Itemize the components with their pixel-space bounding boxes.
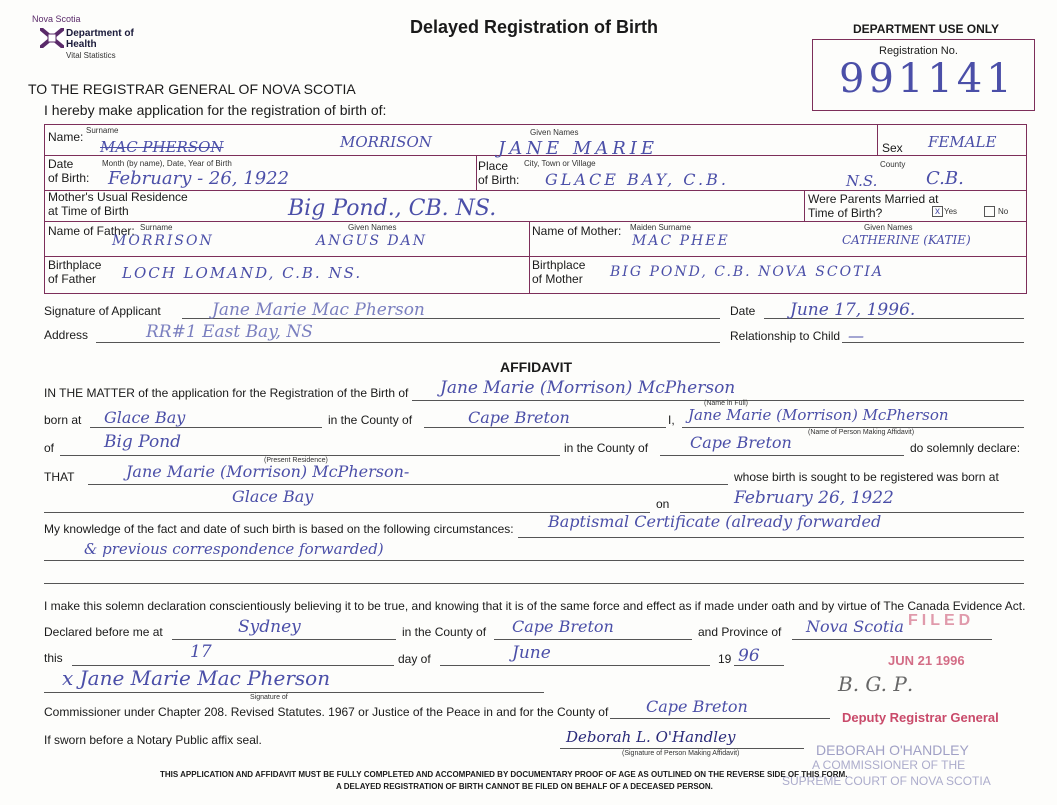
registration-no-label: Registration No.: [879, 45, 958, 57]
province-label: Nova Scotia: [32, 14, 81, 24]
knowledge-value-1: Baptismal Certificate (already forwarded: [548, 512, 882, 531]
deputy-registrar-stamp: Deputy Registrar General: [842, 710, 999, 725]
no-checkbox[interactable]: [984, 206, 995, 217]
bp-mother-label-2: of Mother: [532, 272, 583, 286]
i-label: I,: [668, 413, 675, 427]
father-given-label: Given Names: [348, 223, 397, 232]
mother-maiden-label: Maiden Surname: [630, 223, 691, 232]
parents-married-label-2: Time of Birth?: [808, 206, 883, 220]
year-value: 96: [738, 646, 760, 666]
affidavit-county-value: Cape Breton: [468, 408, 570, 427]
father-given-value: ANGUS DAN: [316, 233, 427, 249]
province-value: Nova Scotia: [806, 617, 904, 636]
this-label: this: [44, 651, 63, 665]
dept-line1: Department of: [66, 28, 134, 39]
knowledge-value-2: & previous correspondence forwarded): [84, 540, 384, 558]
footer-line-1: THIS APPLICATION AND AFFIDAVIT MUST BE FULLY COMPLETED AND ACCOMPANIED BY DOCUMENTARY PROOF OF AGE AS OUTLINED ON THE REVERSE SIDE OF THIS FORM.: [160, 770, 848, 779]
dept-line2: Health: [66, 39, 97, 50]
notary-text: If sworn before a Notary Public affix seal.: [44, 733, 262, 747]
applicant-signature-label: Signature of Applicant: [44, 304, 161, 318]
no-label: No: [998, 207, 1009, 216]
commissioner-stamp-2: A COMMISSIONER OF THE: [812, 758, 966, 772]
mother-given-value: CATHERINE (KATIE): [842, 233, 971, 247]
that-label: THAT: [44, 470, 75, 484]
bp-father-label-1: Birthplace: [48, 258, 102, 272]
dept-use-heading: DEPARTMENT USE ONLY: [853, 22, 1000, 36]
whose-birth-label: whose birth is sought to be registered was born at: [734, 470, 999, 484]
affidavit-county-label: in the County of: [328, 413, 413, 427]
name-in-full-hint: (Name in Full): [704, 400, 748, 407]
father-surname-value: MORRISON: [112, 233, 214, 249]
matter-value: Jane Marie (Morrison) McPherson: [440, 378, 736, 398]
place-of-birth-label: of Birth:: [478, 173, 520, 187]
on-label: on: [656, 497, 670, 511]
page-title: Delayed Registration of Birth: [410, 17, 659, 37]
logo: [32, 14, 134, 60]
father-surname-label: Surname: [140, 223, 173, 232]
commissioner-stamp-1: DEBORAH O'HANDLEY: [816, 742, 969, 758]
of-label: of: [44, 441, 55, 455]
surname-label: Surname: [86, 126, 119, 135]
residence-label-1: Mother's Usual Residence: [48, 190, 188, 204]
solemn-declaration-text: I make this solemn declaration conscientiously believing it to be true, and knowing that it is of the same force and effect as if made under oath and by virtue of The Canada Evidence Act.: [44, 599, 1026, 613]
maker-hint: (Name of Person Making Affidavit): [808, 429, 915, 436]
affidavit-county3-label: in the County of: [402, 625, 487, 639]
footer-line-2: A DELAYED REGISTRATION OF BIRTH CANNOT BE FILED ON BEHALF OF A DECEASED PERSON.: [336, 782, 713, 791]
place-of-birth-value: GLACE BAY, C.B.: [545, 170, 729, 189]
commissioner-signature-value: Deborah L. O'Handley: [566, 728, 736, 746]
affidavit-county2-value: Cape Breton: [690, 433, 792, 452]
declared-place-value: Sydney: [238, 617, 301, 637]
province-label: and Province of: [698, 625, 782, 639]
mother-name-label: Name of Mother:: [532, 224, 622, 238]
signature-of-hint: Signature of: [250, 694, 288, 701]
given-names-label: Given Names: [530, 128, 579, 137]
county-value: C.B.: [926, 168, 964, 189]
applicant-date-value: June 17, 1996.: [790, 300, 916, 320]
to-registrar-line: TO THE REGISTRAR GENERAL OF NOVA SCOTIA: [28, 81, 356, 97]
father-name-label: Name of Father:: [48, 224, 135, 238]
sex-label: Sex: [882, 141, 903, 155]
bp-mother-value: BIG POND, C.B. NOVA SCOTIA: [610, 264, 885, 280]
day-of-label: day of: [398, 652, 431, 666]
year-prefix: 19: [718, 652, 732, 666]
month-value: June: [512, 643, 551, 663]
mother-given-label: Given Names: [864, 223, 913, 232]
residence-label-2: at Time of Birth: [48, 204, 129, 218]
of-birth-label: of Birth:: [48, 171, 90, 185]
saltire-flag-icon: [40, 28, 64, 48]
county-label: County: [880, 160, 906, 169]
mother-surname-value: MAC PHEE: [632, 233, 730, 249]
bp-mother-label-1: Birthplace: [532, 258, 586, 272]
name-label: Name:: [48, 130, 84, 144]
dept-use-box: [812, 39, 1035, 111]
declare-label: do solemnly declare:: [910, 441, 1021, 455]
deputy-signature: Β. G. Ρ.: [838, 672, 914, 696]
bp-father-label-2: of Father: [48, 272, 97, 286]
that-value: Jane Marie (Morrison) McPherson-: [126, 462, 410, 481]
sex-value: FEMALE: [928, 133, 997, 151]
of-value: Big Pond: [104, 432, 182, 452]
filed-date-stamp: JUN 21 1996: [888, 653, 965, 668]
affidavit-county3-value: Cape Breton: [512, 617, 614, 636]
dept-line3: Vital Statistics: [66, 51, 116, 60]
declared-before-label: Declared before me at: [44, 625, 163, 639]
surname-struck: MAC PHERSON: [100, 138, 224, 156]
knowledge-label: My knowledge of the fact and date of such birth is based on the following circumstances:: [44, 522, 514, 536]
commissioner-county-value: Cape Breton: [646, 697, 748, 716]
place-province-value: N.S.: [846, 172, 878, 190]
commissioner-text: Commissioner under Chapter 208. Revised Statutes. 1967 or Justice of the Peace in and for the County of: [44, 705, 609, 719]
residence-value: Big Pond., CB. NS.: [288, 196, 497, 221]
surname-value: MORRISON: [340, 133, 432, 151]
given-names-value: JANE MARIE: [498, 138, 659, 159]
date-of-birth-value: February - 26, 1922: [108, 168, 290, 189]
commissioner-stamp-3: SUPREME COURT OF NOVA SCOTIA: [782, 774, 991, 788]
address-label: Address: [44, 328, 89, 342]
commissioner-signature-hint: (Signature of Person Making Affidavit): [622, 750, 740, 757]
relationship-value: —: [848, 326, 864, 345]
affiant-signature-value: x Jane Marie Mac Pherson: [62, 666, 331, 690]
applicant-signature-value: Jane Marie Mac Pherson: [212, 300, 425, 320]
yes-label: Yes: [944, 207, 958, 216]
affidavit-county2-label: in the County of: [564, 441, 649, 455]
matter-text: IN THE MATTER of the application for the Registration of the Birth of: [44, 386, 409, 400]
born-at-label: born at: [44, 413, 82, 427]
bp-father-value: LOCH LOMAND, C.B. NS.: [122, 264, 363, 282]
registration-no-value: 991141: [839, 56, 1016, 102]
day-value: 17: [190, 642, 212, 662]
born-place-value: Glace Bay: [232, 487, 314, 506]
present-residence-hint: (Present Residence): [264, 457, 328, 464]
i-name-value: Jane Marie (Morrison) McPherson: [688, 406, 949, 424]
date-hint: Month (by name), Date, Year of Birth: [102, 159, 232, 168]
date-label: Date: [48, 157, 74, 171]
born-at-value: Glace Bay: [104, 408, 186, 427]
place-hint: City, Town or Village: [524, 159, 596, 168]
parents-married-label-1: Were Parents Married at: [808, 192, 939, 206]
place-label: Place: [478, 159, 509, 173]
affidavit-heading: AFFIDAVIT: [500, 359, 573, 375]
on-date-value: February 26, 1922: [734, 488, 894, 508]
address-value: RR#1 East Bay, NS: [146, 322, 313, 342]
yes-checkbox[interactable]: x: [932, 206, 943, 217]
applicant-date-label: Date: [730, 304, 756, 318]
filed-stamp: FILED: [908, 612, 975, 629]
application-line: I hereby make application for the registration of birth of:: [44, 102, 387, 118]
relationship-label: Relationship to Child: [730, 329, 841, 343]
